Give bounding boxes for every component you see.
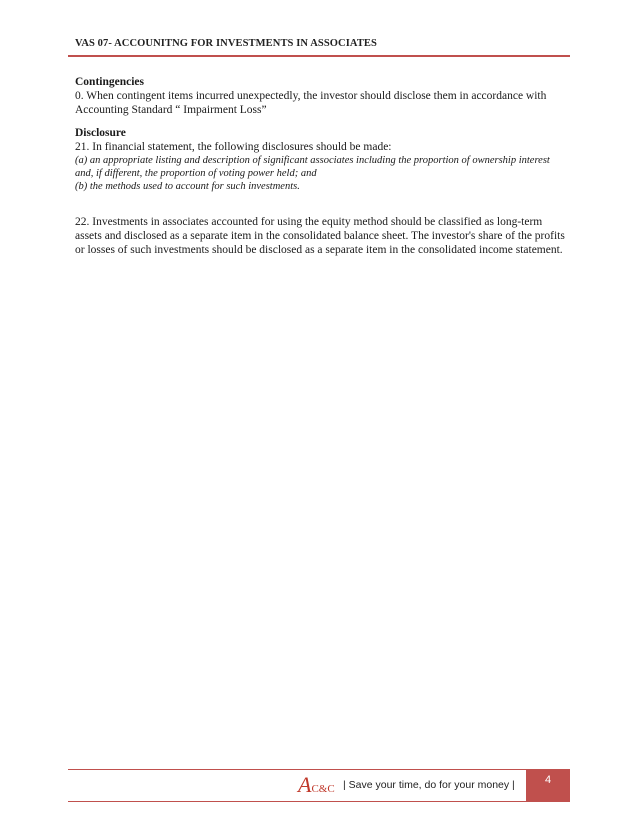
paragraph-21a: (a) an appropriate listing and description of significant associates including the proportion of ownership interest and, if different, the proportion of voting power held; and	[75, 155, 550, 179]
paragraph-21: 21. In financial statement, the following disclosures should be made:	[75, 141, 392, 153]
document-body	[75, 75, 567, 257]
logo-letter: A	[298, 772, 312, 797]
page-number: 4	[544, 774, 552, 786]
contingencies-heading: Contingencies	[75, 76, 144, 88]
page-header-title: VAS 07- ACCOUNITNG FOR INVESTMENTS IN ASSOCIATES	[75, 38, 377, 49]
logo-text: C&C	[311, 783, 335, 795]
disclosure-heading: Disclosure	[75, 127, 126, 139]
paragraph-0: 0. When contingent items incurred unexpectedly, the investor should disclose them in accordance with Accounting Standard “ Impairment Loss”	[75, 90, 547, 116]
footer-slogan: | Save your time, do for your money |	[343, 779, 515, 791]
paragraph-22: 22. Investments in associates accounted for using the equity method should be classified as long-term assets and disclosed as a separate item in the consolidated balance sheet. The investor's share of the profits or losses of such investments should be disclosed as a separate item in the consolidated income statement.	[75, 216, 565, 256]
company-logo	[298, 772, 335, 798]
footer-bottom-rule	[68, 801, 570, 802]
header-divider	[68, 55, 570, 57]
page-number-badge	[526, 769, 570, 802]
footer-divider	[68, 769, 526, 770]
paragraph-21b: (b) the methods used to account for such investments.	[75, 181, 300, 192]
